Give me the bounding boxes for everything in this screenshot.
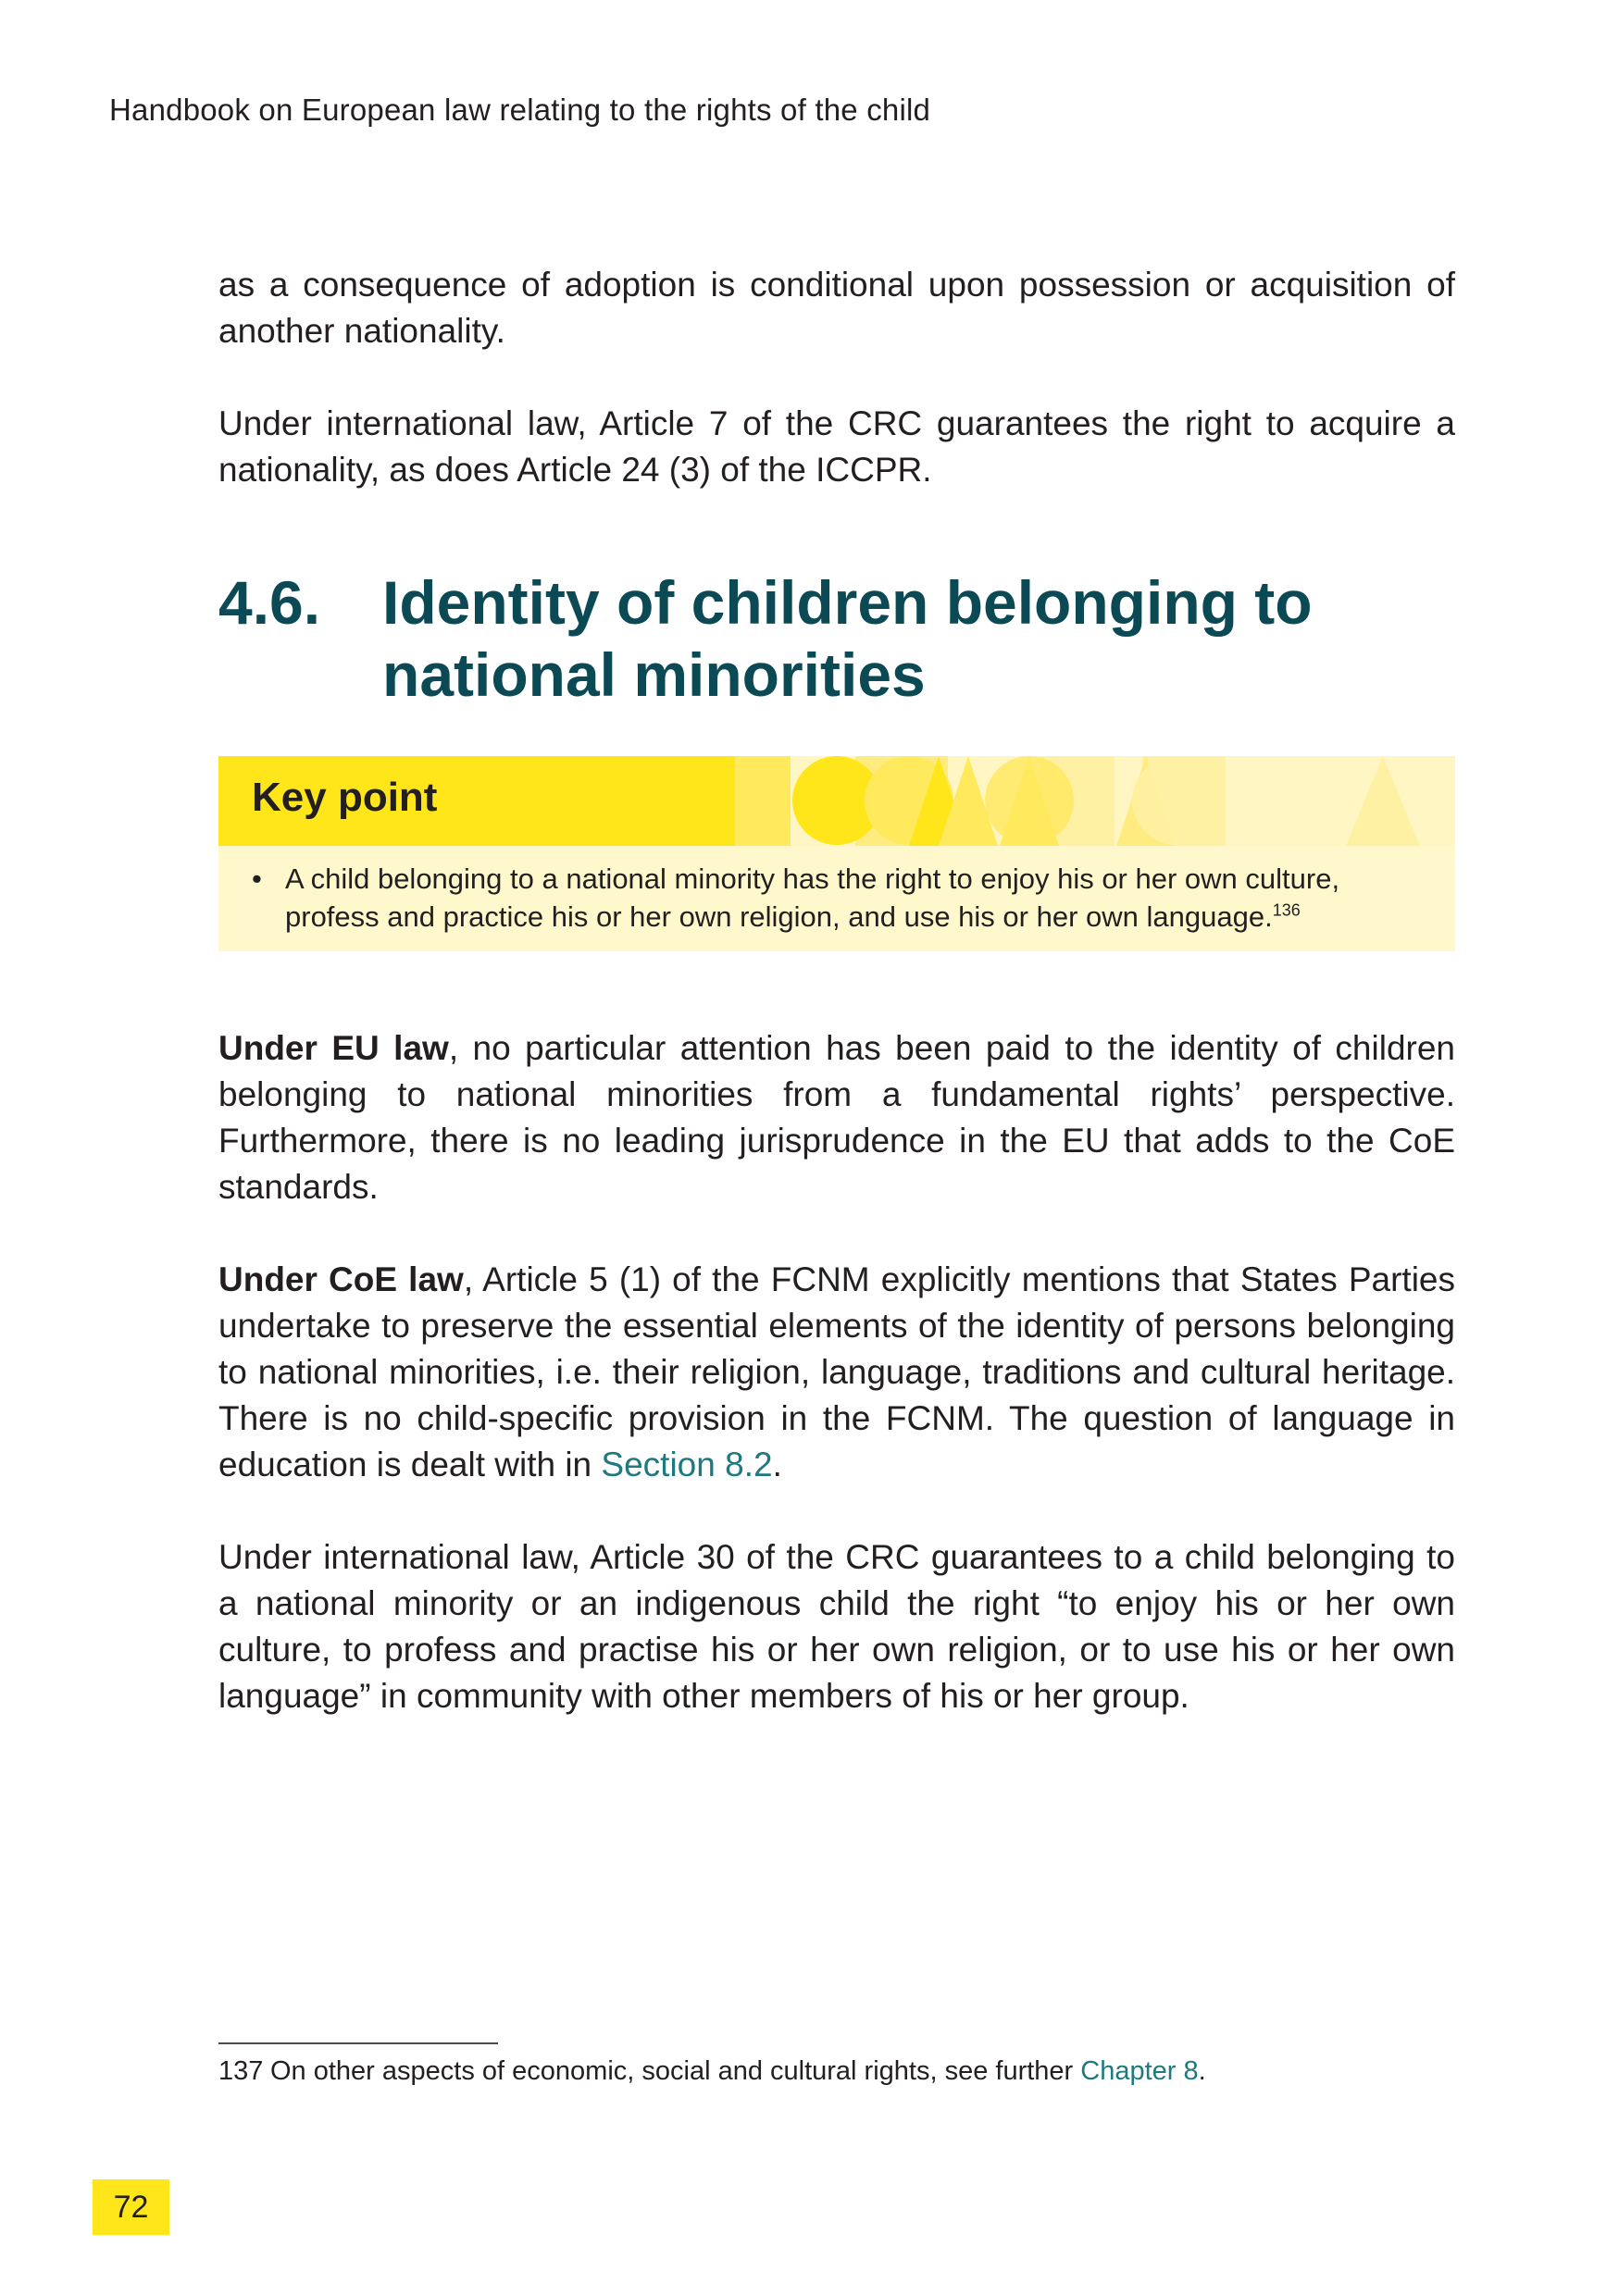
key-point-header: [218, 756, 1455, 846]
paragraph-coe-law: [218, 1257, 1455, 1488]
bullet-icon: •: [252, 863, 262, 895]
page-number: 72: [113, 2189, 149, 2225]
paragraph-adoption-nationality: as a consequence of adoption is conditional upon possession or acquisition of another nationality.: [218, 266, 1455, 350]
decorative-shapes-band-icon: [735, 756, 1455, 846]
section-number: 4.6.: [218, 568, 321, 637]
footnote-text: On other aspects of economic, social and cultural rights, see further: [270, 2056, 1081, 2086]
section-8-2-link[interactable]: Section 8.2: [601, 1446, 773, 1483]
eu-law-text: , no particular attention has been paid to the identity of children belonging to national minorities from a fundamental rights’ perspective. Furthermore, there is no leading jurisprudence in the EU that adds to the CoE standards.: [218, 1029, 1455, 1206]
page-number-badge: [93, 2179, 169, 2235]
footnote-number: 137: [218, 2056, 264, 2086]
paragraph-eu-law: [218, 1025, 1455, 1210]
key-point-text: A child belonging to a national minority has the right to enjoy his or her own culture, profess and practice his or her own religion, and use his or her own language.: [285, 863, 1340, 933]
section-title: Identity of children belonging to national minorities: [382, 568, 1313, 709]
paragraph-crc-article-7: Under international law, Article 7 of the CRC guarantees the right to acquire a nationality, as does Article 24 (3) of the ICCPR.: [218, 404, 1455, 489]
coe-law-text: , Article 5 (1) of the FCNM explicitly mentions that States Parties undertake to preserve the essential elements of the identity of persons belonging to national minorities, i.e. their religion, language, traditions and cultural heritage. There is no child-specific provision in the FCNM. The question of language in education is dealt with in: [218, 1260, 1455, 1483]
coe-law-lead: Under CoE law: [218, 1260, 464, 1298]
footnote-ref-136[interactable]: 136: [1272, 900, 1301, 920]
chapter-8-link[interactable]: Chapter 8: [1080, 2056, 1199, 2086]
footnote-end: .: [1198, 2056, 1206, 2086]
key-point-list: [252, 860, 1427, 936]
footnote-137: [218, 2053, 1206, 2090]
coe-law-end: .: [772, 1446, 782, 1483]
paragraph-international-law: Under international law, Article 30 of the CRC guarantees to a child belonging to a national minority or an indigenous child the right “to enjoy his or her own culture, to profess and practise his or her own religion, or to use his or her own language” in community with other members of his or her group.: [218, 1538, 1455, 1715]
key-point-item: [252, 860, 1427, 936]
key-point-box: [218, 756, 1455, 951]
running-header: Handbook on European law relating to the rights of the child: [109, 93, 931, 127]
footnote-divider: [218, 2042, 498, 2044]
key-point-title: Key point: [252, 775, 438, 820]
eu-law-lead: Under EU law: [218, 1029, 449, 1067]
